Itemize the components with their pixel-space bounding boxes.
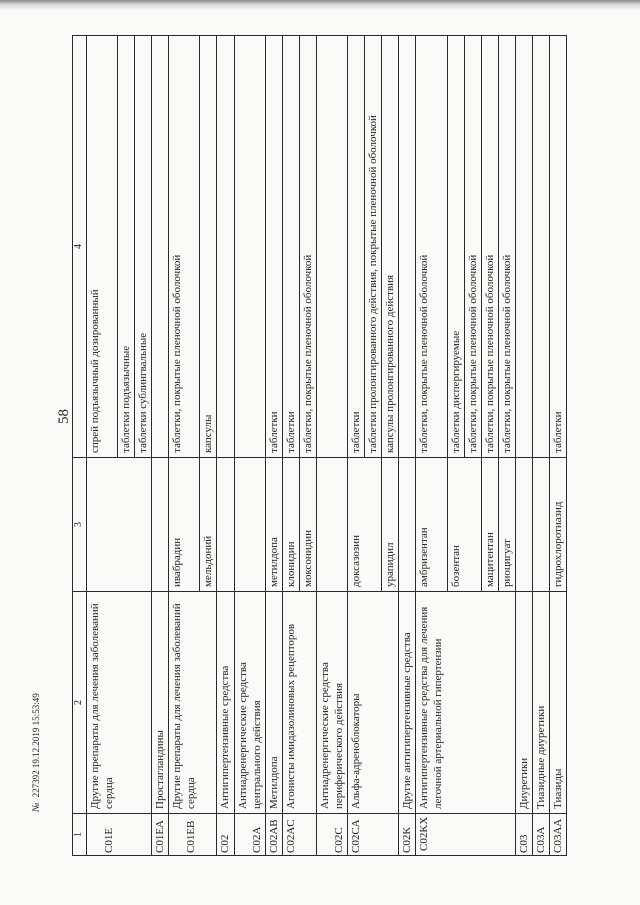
dosage-form: спрей подъязычный дозированный — [86, 36, 117, 458]
table-row — [234, 36, 265, 856]
table-row — [498, 36, 515, 856]
drug-name: мельдоний — [200, 458, 217, 592]
table-row — [348, 36, 365, 856]
atc-code — [464, 814, 481, 856]
atc-code — [117, 814, 134, 856]
dosage-form: капсулы — [200, 36, 217, 458]
atc-code: C02AC — [282, 814, 299, 856]
drug-name — [86, 458, 117, 592]
drug-name: ивабрадин — [169, 458, 200, 592]
atc-code — [498, 814, 515, 856]
table-row — [481, 36, 498, 856]
group-name: Тиазидные диуретики — [532, 592, 549, 814]
atc-code: C02KX — [416, 814, 447, 856]
group-name — [447, 592, 464, 814]
drug-name: клонидин — [282, 458, 299, 592]
group-name: Простагландины — [152, 592, 169, 814]
table-row — [265, 36, 282, 856]
group-name: Агонисты имидазолиновых рецепторов — [282, 592, 299, 814]
atc-code: C01EB — [169, 814, 200, 856]
dosage-form — [532, 36, 549, 458]
dosage-form — [515, 36, 532, 458]
atc-code — [299, 814, 316, 856]
dosage-form — [399, 36, 416, 458]
atc-code: C03A — [532, 814, 549, 856]
dosage-form: таблетки пролонгированного действия, покрытые пленочной оболочкой — [365, 36, 382, 458]
table-row — [200, 36, 217, 856]
drug-name — [399, 458, 416, 592]
table-header-row — [73, 36, 87, 856]
table-row — [416, 36, 447, 856]
dosage-form: таблетки, покрытые пленочной оболочкой — [169, 36, 200, 458]
column-header-3: 3 — [73, 458, 87, 592]
dosage-form: таблетки подъязычные — [117, 36, 134, 458]
drug-name — [532, 458, 549, 592]
stamp-text: 227392 19.12.2019 15:53:49 — [31, 693, 41, 798]
drug-name: амбризентан — [416, 458, 447, 592]
table-row — [447, 36, 464, 856]
drug-name: урапидил — [382, 458, 399, 592]
dosage-form: таблетки, покрытые пленочной оболочкой — [498, 36, 515, 458]
table-row — [365, 36, 382, 856]
dosage-form: таблетки — [282, 36, 299, 458]
group-name: Антиадренергические средства центрального действия — [234, 592, 265, 814]
table-row — [152, 36, 169, 856]
table-row — [399, 36, 416, 856]
group-name — [135, 592, 152, 814]
table-row — [117, 36, 134, 856]
table-row — [316, 36, 347, 856]
drug-name: мацитентан — [481, 458, 498, 592]
group-name — [299, 592, 316, 814]
atc-code — [200, 814, 217, 856]
group-name: Антигипертензивные средства для лечения легочной артериальной гипертензии — [416, 592, 447, 814]
table-row — [549, 36, 566, 856]
dosage-form: таблетки диспергируемые — [447, 36, 464, 458]
table-row — [532, 36, 549, 856]
drug-name — [365, 458, 382, 592]
atc-code: C02K — [399, 814, 416, 856]
drug-name: гидрохлоротиазид — [549, 458, 566, 592]
drug-name: риоцигуат — [498, 458, 515, 592]
atc-code: C01EA — [152, 814, 169, 856]
group-name: Тиазиды — [549, 592, 566, 814]
drug-name — [217, 458, 234, 592]
dosage-form: таблетки, покрытые пленочной оболочкой — [481, 36, 498, 458]
drug-name — [464, 458, 481, 592]
atc-code: C02 — [217, 814, 234, 856]
group-name — [382, 592, 399, 814]
table-row — [86, 36, 117, 856]
drug-name: моксонидин — [299, 458, 316, 592]
stamp-sign: № — [31, 802, 42, 812]
group-name: Другие антигипертензивные средства — [399, 592, 416, 814]
document-table-rotated — [72, 36, 564, 856]
group-name: Антигипертензивные средства — [217, 592, 234, 814]
drug-name — [135, 458, 152, 592]
group-name — [117, 592, 134, 814]
group-name: Другие препараты для лечения заболеваний сердца — [169, 592, 200, 814]
atc-code — [481, 814, 498, 856]
drug-name — [152, 458, 169, 592]
group-name: Диуретики — [515, 592, 532, 814]
drug-table — [72, 35, 567, 856]
drug-name — [234, 458, 265, 592]
atc-code: C01E — [86, 814, 117, 856]
table-row — [169, 36, 200, 856]
atc-code: C03AA — [549, 814, 566, 856]
dosage-form — [234, 36, 265, 458]
dosage-form — [152, 36, 169, 458]
drug-name: бозентан — [447, 458, 464, 592]
scan-edge — [0, 0, 640, 10]
column-header-4: 4 — [73, 36, 87, 458]
atc-code — [382, 814, 399, 856]
table-row — [299, 36, 316, 856]
atc-code — [447, 814, 464, 856]
dosage-form: капсулы пролонгированного действия — [382, 36, 399, 458]
group-name — [481, 592, 498, 814]
dosage-form: таблетки, покрытые пленочной оболочкой — [416, 36, 447, 458]
group-name: Метилдопа — [265, 592, 282, 814]
atc-code: C02AB — [265, 814, 282, 856]
page-number: 58 — [56, 409, 72, 424]
drug-name — [316, 458, 347, 592]
drug-name: доксазозин — [348, 458, 365, 592]
atc-code: C03 — [515, 814, 532, 856]
dosage-form: таблетки — [265, 36, 282, 458]
drug-name — [515, 458, 532, 592]
drug-name — [117, 458, 134, 592]
dosage-form: таблетки — [348, 36, 365, 458]
atc-code: C02A — [234, 814, 265, 856]
group-name — [498, 592, 515, 814]
dosage-form — [217, 36, 234, 458]
group-name — [464, 592, 481, 814]
column-header-1: 1 — [73, 814, 87, 856]
dosage-form: таблетки — [549, 36, 566, 458]
table-row — [282, 36, 299, 856]
dosage-form — [316, 36, 347, 458]
group-name — [365, 592, 382, 814]
table-row — [515, 36, 532, 856]
group-name: Антиадренергические средства периферического действия — [316, 592, 347, 814]
table-row — [464, 36, 481, 856]
document-stamp — [31, 693, 42, 812]
atc-code: C02CA — [348, 814, 365, 856]
group-name — [200, 592, 217, 814]
dosage-form: таблетки, покрытые пленочной оболочкой — [299, 36, 316, 458]
atc-code — [135, 814, 152, 856]
table-row — [217, 36, 234, 856]
group-name: Другие препараты для лечения заболеваний сердца — [86, 592, 117, 814]
group-name: Альфа-адреноблокаторы — [348, 592, 365, 814]
table-row — [135, 36, 152, 856]
atc-code: C02C — [316, 814, 347, 856]
drug-name: метилдопа — [265, 458, 282, 592]
column-header-2: 2 — [73, 592, 87, 814]
dosage-form: таблетки, покрытые пленочной оболочкой — [464, 36, 481, 458]
table-row — [382, 36, 399, 856]
atc-code — [365, 814, 382, 856]
dosage-form: таблетки сублингвальные — [135, 36, 152, 458]
